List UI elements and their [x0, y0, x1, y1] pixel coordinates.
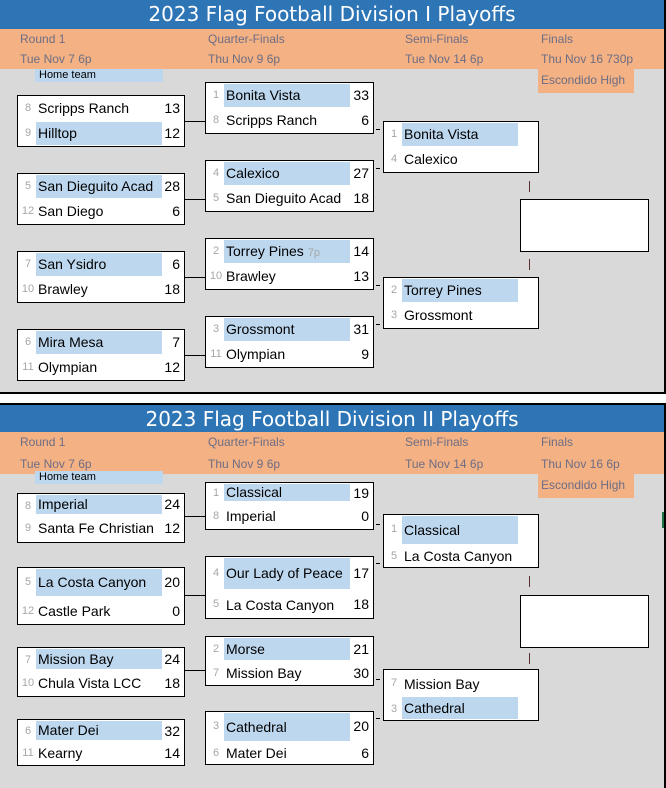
team-row[interactable]: 7 Mission Bay 30: [206, 661, 373, 686]
team-name: San Dieguito Acad: [36, 175, 162, 198]
division-2-bracket: [0, 403, 666, 788]
score: 6: [361, 112, 369, 128]
connector-dash: [376, 718, 380, 719]
round1-match-4[interactable]: [17, 719, 185, 766]
champion-box[interactable]: [520, 199, 649, 252]
team-name: Scripps Ranch: [226, 112, 318, 128]
team-name: Grossmont: [224, 318, 350, 341]
team-row[interactable]: 2 Morse 21: [206, 637, 373, 662]
connector-dash: [376, 679, 380, 680]
team-name: Imperial: [226, 508, 276, 524]
team-name: Olympian: [226, 346, 286, 362]
score: 13: [353, 268, 369, 284]
quarterfinal-match-4[interactable]: [205, 711, 374, 765]
team-row[interactable]: 4 Calexico 27: [206, 161, 373, 186]
team-name: Castle Park: [38, 603, 111, 619]
team-row[interactable]: 1 Bonita Vista 33: [206, 83, 373, 108]
team-name: Mission Bay: [36, 649, 162, 669]
semifinal-match-2[interactable]: [383, 669, 539, 721]
team-name: La Costa Canyon: [404, 548, 513, 564]
quarterfinal-match-1[interactable]: [205, 482, 374, 530]
score: 20: [353, 718, 369, 734]
team-row[interactable]: 9 Hilltop 12: [18, 121, 184, 146]
team-row[interactable]: 7 San Ysidro 6: [18, 252, 184, 277]
team-name: Calexico: [224, 162, 350, 185]
team-name: La Costa Canyon: [36, 569, 162, 596]
round-header-bar: [0, 29, 664, 69]
connector-line: [185, 199, 205, 200]
team-row[interactable]: 12 San Diego 6: [18, 199, 184, 224]
score: 17: [353, 565, 369, 581]
quarterfinal-match-3[interactable]: [205, 238, 374, 290]
team-name: Bonita Vista: [224, 84, 350, 107]
quarterfinals-header: Quarter-Finals Thu Nov 9 6p: [208, 435, 285, 471]
team-name: Chula Vista LCC: [38, 675, 142, 691]
team-name: Classical: [224, 484, 350, 501]
team-row[interactable]: 1 Classical 19: [212, 484, 369, 501]
team-row[interactable]: 2 Torrey Pines 7p 14: [206, 239, 373, 264]
score: 12: [164, 125, 180, 141]
score: 31: [353, 321, 369, 337]
team-name: Brawley: [38, 281, 88, 297]
team-name: Morse: [224, 638, 350, 660]
quarterfinals-header: Quarter-Finals Thu Nov 9 6p: [208, 32, 285, 66]
team-row[interactable]: 3 Grossmont 31: [206, 317, 373, 342]
connector-line: [185, 516, 205, 517]
champion-box[interactable]: [520, 595, 649, 648]
team-name: San Diego: [38, 203, 104, 219]
score: 0: [361, 508, 369, 524]
score: 6: [172, 203, 180, 219]
score: 12: [164, 520, 180, 536]
round1-match-1[interactable]: [17, 493, 185, 543]
connector-dash: [376, 324, 380, 325]
team-row[interactable]: 9 Santa Fe Christian 12: [18, 516, 184, 541]
sheet-edge-marker: [662, 512, 664, 528]
team-name: Cathedral: [224, 713, 350, 741]
round1-match-3[interactable]: [17, 251, 185, 303]
team-name: Scripps Ranch: [38, 100, 130, 116]
team-row[interactable]: 1 Bonita Vista: [384, 122, 538, 147]
connector-line: [185, 277, 205, 278]
division-1-title: 2023 Flag Football Division I Playoffs: [0, 0, 664, 29]
score: 6: [361, 745, 369, 761]
connector-line: [185, 595, 205, 596]
quarterfinal-match-1[interactable]: [205, 82, 374, 134]
team-name: La Costa Canyon: [226, 597, 335, 613]
team-row[interactable]: 3 Cathedral 20: [206, 712, 373, 741]
score: 13: [164, 100, 180, 116]
score: 18: [353, 596, 369, 612]
team-name: Mater Dei: [226, 745, 287, 761]
score: 12: [164, 359, 180, 375]
score: 6: [172, 256, 180, 272]
connector-tick: [529, 181, 530, 192]
home-team-legend: Home team: [35, 69, 163, 82]
round1-match-4[interactable]: [17, 329, 185, 381]
score: 30: [353, 665, 369, 681]
score: 14: [164, 745, 180, 761]
team-row[interactable]: 11 Olympian 9: [206, 342, 373, 367]
home-team-legend: Home team: [35, 471, 163, 484]
team-name: Cathedral: [402, 697, 518, 719]
team-row[interactable]: 11 Kearny 14: [18, 741, 184, 766]
team-name: Our Lady of Peace: [224, 558, 350, 589]
round1-match-2[interactable]: [17, 567, 185, 625]
round1-match-1[interactable]: [17, 95, 185, 147]
semifinal-match-2[interactable]: [383, 277, 539, 329]
score: 27: [353, 165, 369, 181]
team-name: Mira Mesa: [36, 331, 162, 354]
score: 18: [164, 281, 180, 297]
round1-match-2[interactable]: [17, 173, 185, 225]
team-name: Classical: [402, 516, 518, 544]
round1-match-3[interactable]: [17, 647, 185, 697]
score: 18: [164, 675, 180, 691]
team-row[interactable]: 6 Mater Dei 6: [206, 741, 373, 766]
team-row[interactable]: 8 Scripps Ranch 6: [206, 108, 373, 133]
team-name: Olympian: [38, 359, 98, 375]
connector-line: [185, 670, 205, 671]
connector-tick: [529, 576, 530, 587]
team-name: Santa Fe Christian: [38, 520, 154, 536]
finals-venue: Escondido High: [538, 474, 634, 498]
score: 7: [172, 334, 180, 350]
team-name: Torrey Pines: [402, 279, 518, 302]
team-row[interactable]: 10 Brawley 18: [18, 277, 184, 302]
team-name: San Dieguito Acad: [226, 190, 342, 206]
quarterfinal-match-2[interactable]: [205, 556, 374, 619]
team-row[interactable]: 3 Cathedral: [384, 697, 538, 721]
connector-tick: [529, 653, 530, 664]
round-1-header: Round 1 Tue Nov 7 6p: [20, 435, 92, 471]
team-row[interactable]: 6 Mira Mesa 7: [18, 330, 184, 355]
team-row[interactable]: 1 Classical: [384, 515, 538, 544]
connector-dash: [376, 524, 380, 525]
connector-dash: [376, 129, 380, 130]
team-name: Brawley: [226, 268, 276, 284]
connector-dash: [376, 285, 380, 286]
team-name: Kearny: [38, 745, 83, 761]
team-name: Mission Bay: [404, 676, 480, 692]
team-row[interactable]: 3 Grossmont: [384, 303, 538, 328]
team-row[interactable]: 7 Mission Bay 24: [18, 648, 184, 673]
team-row[interactable]: 5 San Dieguito Acad 28: [18, 174, 184, 199]
score: 20: [164, 574, 180, 590]
team-name: Calexico: [404, 151, 458, 167]
quarterfinal-match-3[interactable]: [205, 636, 374, 686]
quarterfinal-match-4[interactable]: [205, 316, 374, 368]
semifinals-header: Semi-Finals Tue Nov 14 6p: [405, 32, 484, 66]
score: 0: [172, 603, 180, 619]
finals-header: Finals Thu Nov 16 730p: [541, 32, 634, 66]
quarterfinal-match-2[interactable]: [205, 160, 374, 212]
score: 32: [164, 723, 180, 739]
team-row[interactable]: 10 Brawley 13: [206, 264, 373, 289]
score: 18: [353, 190, 369, 206]
score: 24: [164, 651, 180, 667]
connector-tick: [529, 259, 530, 270]
team-row[interactable]: 8 Imperial 0: [206, 504, 373, 529]
team-row[interactable]: 10 Chula Vista LCC 18: [18, 671, 184, 696]
score: 33: [353, 87, 369, 103]
team-name: Hilltop: [36, 122, 162, 145]
team-row[interactable]: 7 Mission Bay: [384, 670, 538, 697]
team-row[interactable]: 8 Imperial 24: [18, 494, 184, 519]
team-name: Bonita Vista: [402, 123, 518, 146]
semifinals-header: Semi-Finals Tue Nov 14 6p: [405, 435, 484, 471]
team-row[interactable]: 8 Scripps Ranch 13: [18, 96, 184, 121]
semifinal-match-1[interactable]: [383, 514, 539, 568]
connector-line: [185, 355, 205, 356]
team-row[interactable]: 5 La Costa Canyon 20: [18, 568, 184, 597]
game-time-note: 7p: [307, 247, 321, 259]
team-name: San Ysidro: [36, 253, 162, 276]
team-row[interactable]: 5 La Costa Canyon: [384, 544, 538, 569]
team-name: Imperial: [36, 495, 162, 514]
team-name: Torrey Pines 7p: [224, 240, 350, 263]
team-row[interactable]: 5 La Costa Canyon 18: [206, 590, 373, 619]
connector-dash: [376, 563, 380, 564]
round-1-header: Round 1 Tue Nov 7 6p: [20, 32, 92, 66]
team-name: Mater Dei: [36, 721, 162, 740]
team-name: Mission Bay: [226, 665, 302, 681]
score: 28: [164, 178, 180, 194]
connector-dash: [376, 168, 380, 169]
round-header-bar: [0, 432, 664, 474]
team-row[interactable]: 2 Torrey Pines: [384, 278, 538, 303]
finals-venue: Escondido High: [538, 69, 634, 93]
score: 21: [353, 641, 369, 657]
semifinal-match-1[interactable]: [383, 121, 539, 173]
score: 24: [164, 496, 180, 512]
score: 19: [353, 485, 369, 501]
team-row[interactable]: 4 Our Lady of Peace 17: [206, 557, 373, 589]
division-2-title: 2023 Flag Football Division II Playoffs: [0, 405, 664, 434]
finals-header: Finals Thu Nov 16 6p: [541, 435, 620, 471]
connector-line: [185, 121, 205, 122]
team-row[interactable]: 5 San Dieguito Acad 18: [206, 186, 373, 211]
team-row[interactable]: 4 Calexico: [384, 147, 538, 172]
team-name: Grossmont: [404, 307, 473, 323]
team-row[interactable]: 6 Mater Dei 32: [18, 720, 184, 745]
team-row[interactable]: 11 Olympian 12: [18, 355, 184, 380]
score: 14: [353, 243, 369, 259]
score: 9: [361, 346, 369, 362]
team-row[interactable]: 12 Castle Park 0: [18, 597, 184, 625]
